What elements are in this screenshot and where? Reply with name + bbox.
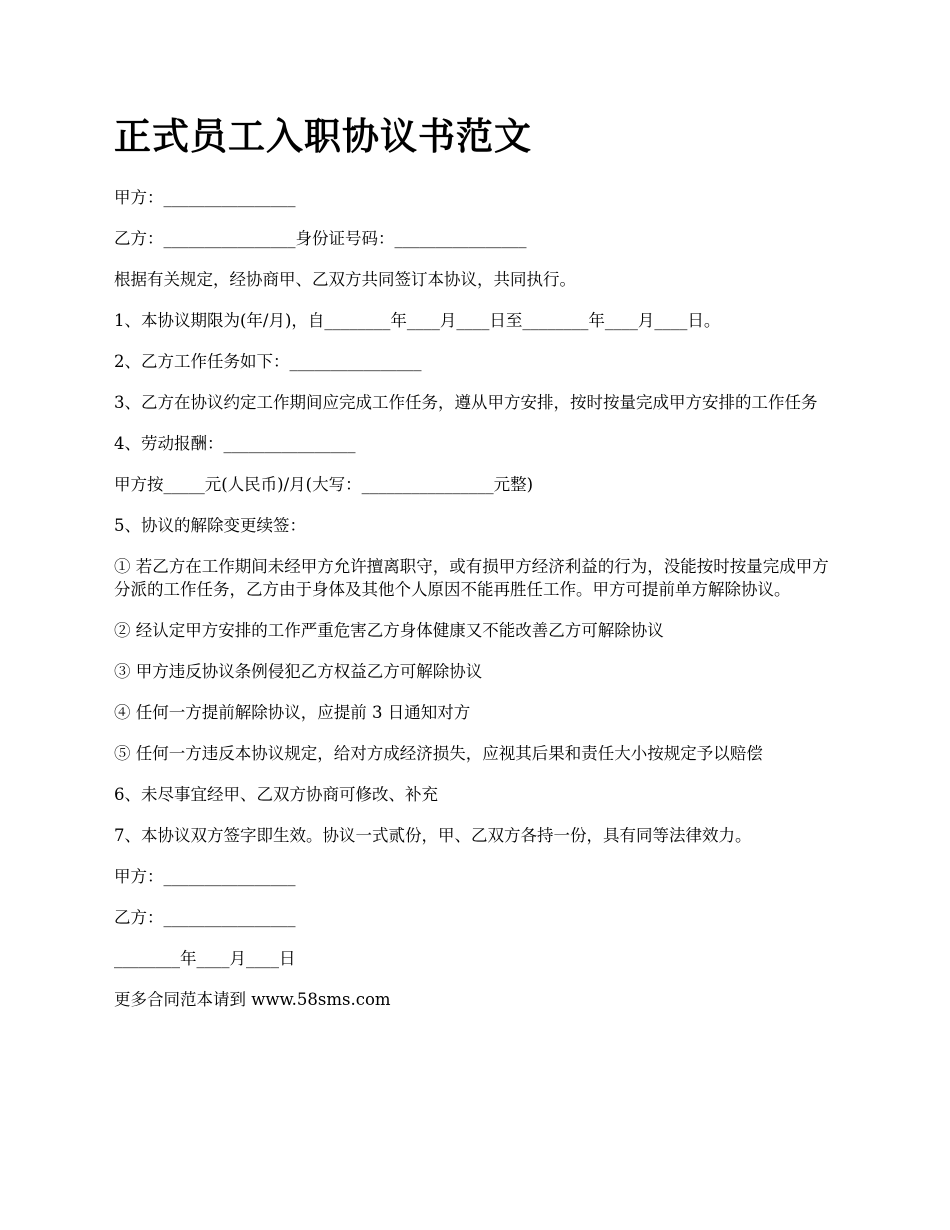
clause-5-item-4: ④ 任何一方提前解除协议，应提前 3 日通知对方 <box>114 703 471 722</box>
party-a-line: 甲方：________________ <box>114 188 296 207</box>
clause-5-item-1: ① 若乙方在工作期间未经甲方允许擅离职守，或有损甲方经济利益的行为，没能按时按量完成甲方分派的工作任务，乙方由于身体及其他个人原因不能再胜任工作。甲方可提前单方解除协议。 <box>114 557 829 599</box>
salary-line: 甲方按_____元(人民币)/月(大写：________________元整) <box>114 475 534 494</box>
clause-5-item-2: ② 经认定甲方安排的工作严重危害乙方身体健康又不能改善乙方可解除协议 <box>114 621 664 640</box>
clause-1-term: 1、本协议期限为(年/月)，自________年____月____日至________年____月____日。 <box>114 311 721 330</box>
signature-party-b: 乙方：________________ <box>114 908 296 927</box>
clause-4-remuneration: 4、劳动报酬：________________ <box>114 434 356 453</box>
party-b-id-line: 乙方：________________身份证号码：________________ <box>114 229 527 248</box>
clause-6-supplement: 6、未尽事宜经甲、乙双方协商可修改、补充 <box>114 785 438 804</box>
document-page <box>114 112 836 1029</box>
clause-3-duties: 3、乙方在协议约定工作期间应完成工作任务，遵从甲方安排，按时按量完成甲方安排的工作任务 <box>114 393 818 412</box>
clause-7-effect: 7、本协议双方签字即生效。协议一式贰份，甲、乙双方各持一份，具有同等法律效力。 <box>114 826 752 845</box>
preamble: 根据有关规定，经协商甲、乙双方共同签订本协议，共同执行。 <box>114 270 576 289</box>
clause-5-item-5: ⑤ 任何一方违反本协议规定，给对方成经济损失，应视其后果和责任大小按规定予以赔偿 <box>114 744 763 763</box>
footer-more-templates: 更多合同范本请到 www.58sms.com <box>114 990 391 1009</box>
document-title: 正式员工入职协议书范文 <box>114 114 532 158</box>
clause-5-item-3: ③ 甲方违反协议条例侵犯乙方权益乙方可解除协议 <box>114 662 483 681</box>
signature-date: ________年____月____日 <box>114 949 296 968</box>
clause-5-heading: 5、协议的解除变更续签： <box>114 516 306 535</box>
clause-2-tasks: 2、乙方工作任务如下：________________ <box>114 352 422 371</box>
signature-party-a: 甲方：________________ <box>114 867 296 886</box>
